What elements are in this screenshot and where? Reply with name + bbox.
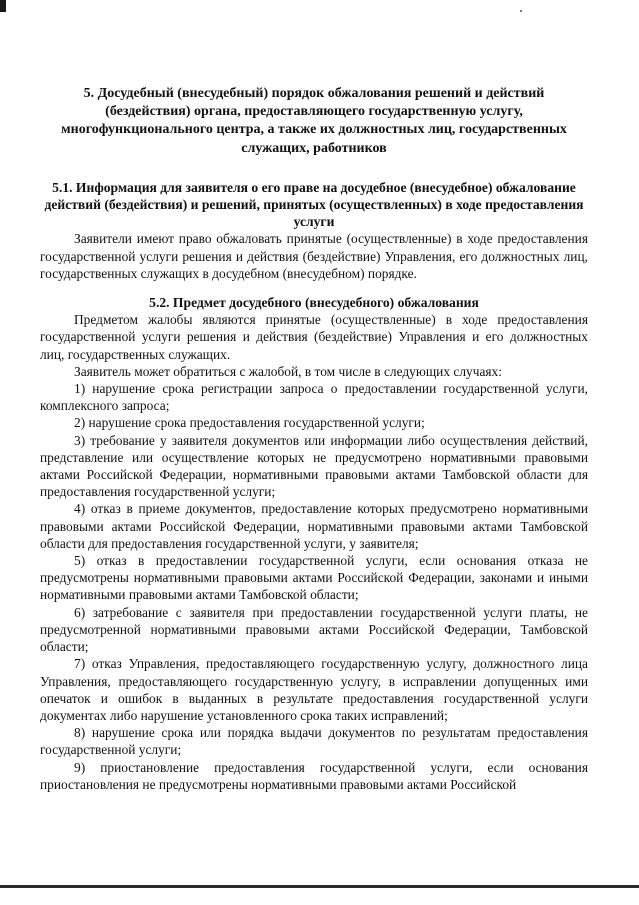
list-item: 3) требование у заявителя документов или информации либо осуществления действий, представление или осуществление которых не предусмотрено нормативными правовыми актами Российской Федерации, нормативными правовыми актами Тамбовской области для предоставления государственной услуги; [40,432,588,500]
list-item: 9) приостановление предоставления государственной услуги, если основания приостановления не предусмотрены нормативными правовыми актами Российской [40,759,588,792]
list-item: 8) нарушение срока или порядка выдачи документов по результатам предоставления государственной услуги; [40,725,588,758]
section-title: 5. Досудебный (внесудебный) порядок обжалования решений и действий (бездействия) органа, предоставляющего государственную услугу, многофункционального центра, а также их должностных лиц, государственных служащих, работников [61,86,567,156]
list-item: 6) затребование с заявителя при предоставлении государственной услуги платы, не предусмотренной нормативными правовыми актами Российской Федерации, Тамбовской области; [40,604,588,655]
scan-dot [520,10,522,12]
spacer [40,282,588,294]
list-item: 1) нарушение срока регистрации запроса о предоставлении государственной услуги, комплексного запроса; [40,381,588,414]
scan-corner-mark [0,0,6,12]
subsection-1-paragraph: Заявители имеют право обжаловать принятые (осуществленные) в ходе предоставления государственной услуги решения и действия (бездействие) Управления, его должностных лиц, государственных служащих в досудебном (внесудебном) порядке. [40,231,588,281]
list-item: 5) отказ в предоставлении государственной услуги, если основания отказа не предусмотрены нормативными правовыми актами Российской Федерации, законами и иными нормативными правовыми актами Тамбовской области; [40,553,588,603]
subsection-2-title: 5.2. Предмет досудебного (внесудебного) обжалования [149,295,479,311]
subsection-2-paragraph: Заявитель может обратиться с жалобой, в том числе в следующих случаях: [74,363,502,379]
subsection-1-title: 5.1. Информация для заявителя о его праве на досудебное (внесудебное) обжалование действий (бездействия) и решений, принятых (осуществленных) в ходе предоставления услуги [44,179,584,230]
document-body [40,85,588,793]
list-item: 7) отказ Управления, предоставляющего государственную услугу, должностного лица Управления, предоставляющего государственную услугу, в исправлении допущенных ими опечаток и ошибок в выданных в результате предоставления государственной услуги документах либо нарушение установленного срока таких исправлений; [40,656,588,723]
list-item: 2) нарушение срока предоставления государственной услуги; [74,415,425,431]
subsection-2-paragraph: Предметом жалобы являются принятые (осуществленные) в ходе предоставления государственной услуги решения и действия (бездействие) Управления и его должностных лиц, государственных служащих. [40,312,588,362]
scan-bottom-edge [0,885,639,888]
list-item: 4) отказ в приеме документов, предоставление которых предусмотрено нормативными правовыми актами Российской Федерации, нормативными правовыми актами Тамбовской области для предоставления государственной услуги, у заявителя; [40,501,588,551]
